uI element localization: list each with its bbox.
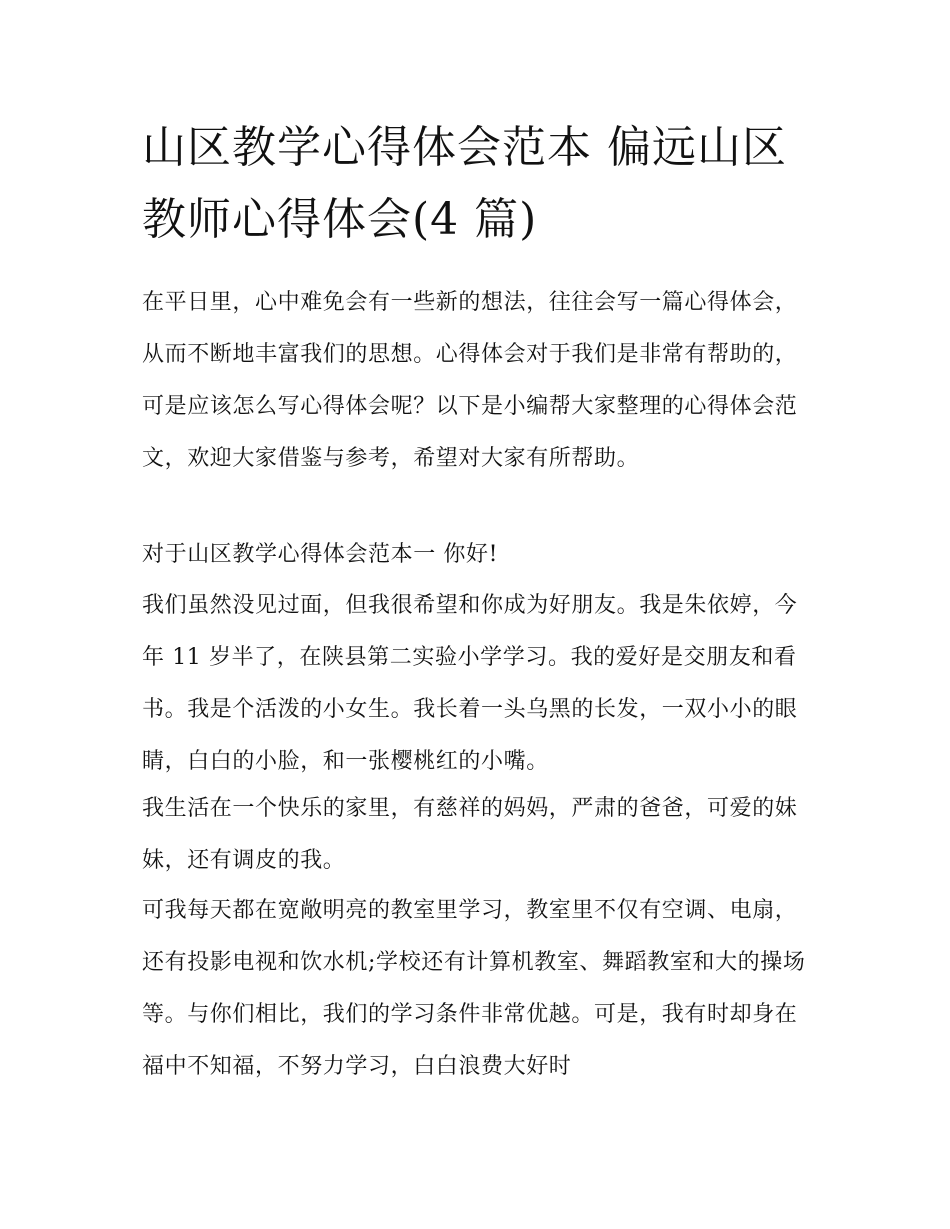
- section-heading-paragraph: 对于山区教学心得体会范本一 你好!: [142, 542, 499, 567]
- school-paragraph: 可我每天都在宽敞明亮的教室里学习，教室里不仅有空调、电扇，还有投影电视和饮水机;学校还有计算机教室、舞蹈教室和大的操场等。与你们相比，我们的学习条件非常优越。可是，我有时却身在福中不知福，不努力学习，白白浪费大好时: [142, 898, 806, 1079]
- family-paragraph: 我生活在一个快乐的家里，有慈祥的妈妈，严肃的爸爸，可爱的妹妹，还有调皮的我。: [142, 796, 798, 873]
- self-introduction-paragraph: 我们虽然没见过面，但我很希望和你成为好朋友。我是朱依婷，今年 11 岁半了，在陕县第二实验小学学习。我的爱好是交朋友和看书。我是个活泼的小女生。我长着一头乌黑的长发，一双小小的眼睛，白白的小脸，和一张樱桃红的小嘴。: [142, 593, 798, 774]
- intro-paragraph: 在平日里，心中难免会有一些新的想法，往往会写一篇心得体会，从而不断地丰富我们的思想。心得体会对于我们是非常有帮助的，可是应该怎么写心得体会呢？以下是小编帮大家整理的心得体会范文，欢迎大家借鉴与参考，希望对大家有所帮助。: [142, 290, 798, 471]
- document-title: 山区教学心得体会范本 偏远山区教师心得体会(4 篇): [142, 122, 787, 245]
